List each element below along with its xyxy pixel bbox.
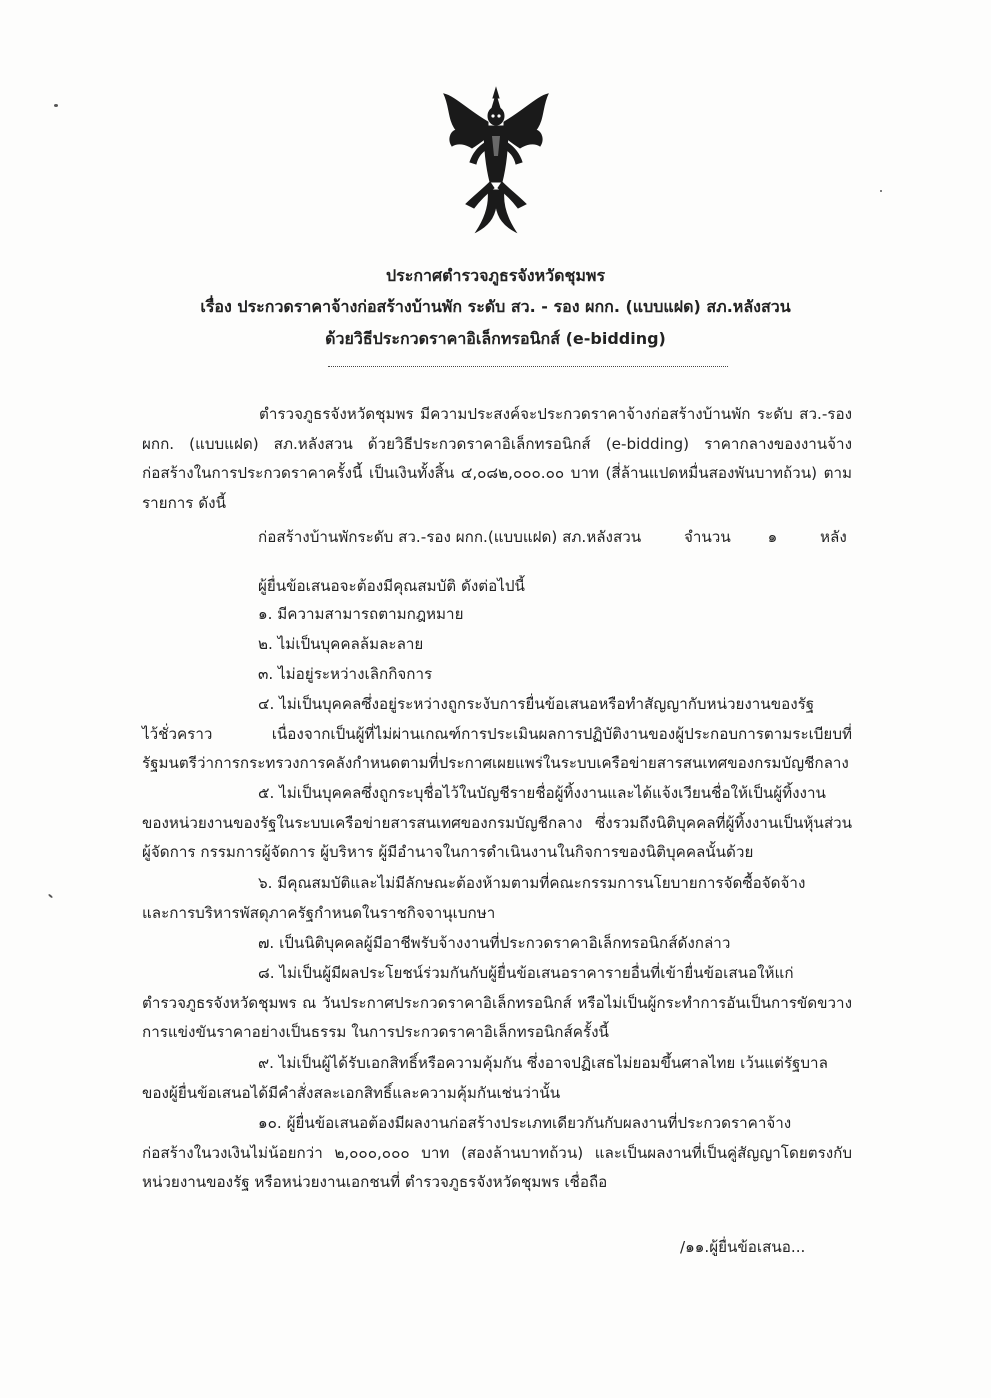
qualification-6-rest: และการบริหารพัสดุภาครัฐกำหนดในราชกิจจานุเบกษา (142, 903, 496, 922)
item-line (258, 525, 858, 549)
qualification-3 (142, 660, 852, 690)
qualification-5-rest: ของหน่วยงานของรัฐในระบบเครือข่ายสารสนเทศของกรมบัญชีกลาง ซึ่งรวมถึงนิติบุคคลที่ผู้ทิ้งงานเป็นหุ้นส่วนผู้จัดการ กรรมการผู้จัดการ ผู้บริหาร ผู้มีอำนาจในการดำเนินงานในกิจการของนิติบุคคลนั้นด้วย (142, 813, 852, 862)
qualification-7 (142, 929, 852, 959)
qualification-8-rest: ตำรวจภูธรจังหวัดชุมพร ณ วันประกาศประกวดราคาอิเล็กทรอนิกส์ หรือไม่เป็นผู้กระทำการอันเป็นการขัดขวางการแข่งขันราคาอย่างเป็นธรรม ในการประกวดราคาอิเล็กทรอนิกส์ครั้งนี้ (142, 993, 852, 1042)
header-line-2: เรื่อง ประกวดราคาจ้างก่อสร้างบ้านพัก ระดับ สว. - รอง ผกก. (แบบแฝด) สภ.หลังสวน (200, 297, 791, 316)
qualification-3-first: ๓. ไม่อยู่ระหว่างเลิกกิจการ (258, 665, 433, 683)
qualification-10 (142, 1109, 852, 1198)
scan-speck (54, 104, 58, 107)
scan-speck (880, 190, 882, 192)
qualification-7-first: ๗. เป็นนิติบุคคลผู้มีอาชีพรับจ้างงานที่ประกวดราคาอิเล็กทรอนิกส์ดังกล่าว (258, 934, 731, 952)
qualification-10-rest: ก่อสร้างในวงเงินไม่น้อยกว่า ๒,๐๐๐,๐๐๐ บาท (สองล้านบาทถ้วน) และเป็นผลงานที่เป็นคู่สัญญาโดยตรงกับหน่วยงานของรัฐ หรือหน่วยงานเอกชนที่ ตำรวจภูธรจังหวัดชุมพร เชื่อถือ (142, 1143, 852, 1192)
garuda-emblem-icon (440, 86, 552, 236)
qualification-1-first: ๑. มีความสามารถตามกฎหมาย (258, 605, 464, 623)
qualification-2-first: ๒. ไม่เป็นบุคคลล้มละลาย (258, 635, 424, 653)
qualification-9 (142, 1049, 852, 1108)
qualification-4-first: ๔. ไม่เป็นบุคคลซึ่งอยู่ระหว่างถูกระงับการยื่นข้อเสนอหรือทำสัญญากับหน่วยงานของรัฐ (258, 695, 815, 713)
qualification-8-first: ๘. ไม่เป็นผู้มีผลประโยชน์ร่วมกันกับผู้ยื่นข้อเสนอราคารายอื่นที่เข้ายื่นข้อเสนอให้แก่ (258, 964, 794, 982)
item-qty-label: จำนวน (684, 528, 731, 546)
qualification-2 (142, 630, 852, 660)
qualification-1 (142, 600, 852, 630)
qualification-8 (142, 959, 852, 1048)
header-line-3: ด้วยวิธีประกวดราคาอิเล็กทรอนิกส์ (e-bidding) (325, 329, 666, 348)
qualification-6 (142, 869, 852, 928)
qualification-4 (142, 690, 852, 779)
item-unit: หลัง (820, 528, 847, 546)
header-line-1: ประกาศตำรวจภูธรจังหวัดชุมพร (385, 266, 606, 285)
intro-paragraph: ตำรวจภูธรจังหวัดชุมพร มีความประสงค์จะประกวดราคาจ้างก่อสร้างบ้านพัก ระดับ สว.-รอง ผกก. (แบบแฝด) สภ.หลังสวน ด้วยวิธีประกวดราคาอิเล็กทรอนิกส์ (e-bidding) ราคากลางของงานจ้างก่อสร้างในการประกวดราคาครั้งนี้ เป็นเงินทั้งสิ้น ๔,๐๘๒,๐๐๐.๐๐ บาท (สี่ล้านแปดหมื่นสองพันบาทถ้วน) ตามรายการ ดังนี้ (142, 405, 852, 512)
qualification-10-first: ๑๐. ผู้ยื่นข้อเสนอต้องมีผลงานก่อสร้างประเภทเดียวกันกับผลงานที่ประกวดราคาจ้าง (258, 1114, 792, 1132)
qualification-5-first: ๕. ไม่เป็นบุคคลซึ่งถูกระบุชื่อไว้ในบัญชีรายชื่อผู้ทิ้งงานและได้แจ้งเวียนชื่อให้เป็นผู้ทิ้งงาน (258, 784, 826, 802)
qualification-4-rest: ไว้ชั่วคราว เนื่องจากเป็นผู้ที่ไม่ผ่านเกณฑ์การประเมินผลการปฏิบัติงานของผู้ประกอบการตามระเบียบที่รัฐมนตรีว่าการกระทรวงการคลังกำหนดตามที่ประกาศเผยแพร่ในระบบเครือข่ายสารสนเทศของกรมบัญชีกลาง (142, 724, 852, 773)
scan-speck (48, 894, 53, 899)
qualifications-intro: ผู้ยื่นข้อเสนอจะต้องมีคุณสมบัติ ดังต่อไปนี้ (258, 577, 525, 595)
dotted-divider (328, 358, 728, 367)
item-name: ก่อสร้างบ้านพักระดับ สว.-รอง ผกก.(แบบแฝด) สภ.หลังสวน (258, 528, 642, 546)
continuation-footer: /๑๑.ผู้ยื่นข้อเสนอ... (680, 1238, 806, 1256)
item-qty: ๑ (767, 528, 778, 546)
qualification-5 (142, 779, 852, 868)
qualification-6-first: ๖. มีคุณสมบัติและไม่มีลักษณะต้องห้ามตามที่คณะกรรมการนโยบายการจัดซื้อจัดจ้าง (258, 874, 806, 892)
qualification-9-first: ๙. ไม่เป็นผู้ได้รับเอกสิทธิ์หรือความคุ้มกัน ซึ่งอาจปฏิเสธไม่ยอมขึ้นศาลไทย เว้นแต่รัฐบาล (258, 1054, 828, 1072)
qualification-9-rest: ของผู้ยื่นข้อเสนอได้มีคำสั่งสละเอกสิทธิ์และความคุ้มกันเช่นว่านั้น (142, 1083, 561, 1102)
